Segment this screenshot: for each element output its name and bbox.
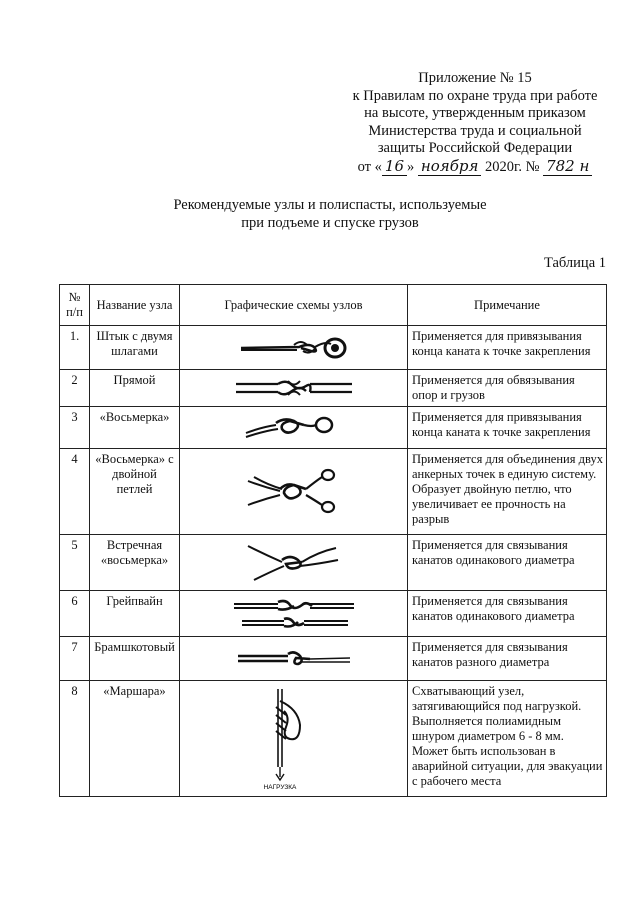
header-name: Название узла — [90, 285, 180, 326]
appendix-header — [330, 70, 620, 176]
table-row: 5 Встречная «восьмерка» Применяется для связывания канатов одинакового диаметра — [60, 535, 607, 591]
knot-diagram-flemish-bend — [244, 540, 344, 586]
order-date-line: от « 16 » ноября 2020г. № 782 н — [330, 158, 620, 177]
appendix-ref-line: к Правилам по охране труда при работе — [352, 87, 598, 104]
table-header-row — [60, 285, 607, 326]
header-num: № п/п — [60, 285, 90, 326]
knot-diagram-grapevine — [232, 597, 356, 631]
header-note: Примечание — [408, 285, 607, 326]
knots-table — [59, 284, 607, 797]
knot-diagram-sheet-bend — [236, 648, 352, 670]
load-label: НАГРУЗКА — [263, 783, 296, 791]
appendix-number: Приложение № 15 — [418, 70, 532, 86]
appendix-ref-line: Министерства труда и социальной — [368, 122, 582, 139]
knot-diagram-clove-hitch — [239, 335, 349, 361]
appendix-ref-line: на высоте, утвержденным приказом — [364, 105, 586, 121]
table-label: Таблица 1 — [543, 255, 606, 271]
table-row: 7 Брамшкотовый Применяется для связывания канатов разного диаметра — [60, 637, 607, 681]
order-month: ноября — [418, 157, 482, 176]
table-row: 4 «Восьмерка» с двойной петлей Применяется для объединения двух анкерных точек в единую систему. Образует двойную петлю, что увеличивает ее прочность на разрыв — [60, 449, 607, 535]
knot-diagram-marchard — [264, 687, 324, 791]
knot-diagram-square-knot — [234, 377, 354, 399]
table-row: 1. Штык с двумя шлагами Применяется для привязывания конца каната к точке закрепления — [60, 326, 607, 370]
table-row: 2 Прямой Применяется для обвязывания опор и грузов — [60, 370, 607, 407]
order-number: 782 н — [543, 157, 592, 176]
table-row: 8 «Маршара» НАГРУЗКА Схватывающий узел, затягивающийся под нагрузкой. Выполняется полиамидным шнуром диаметром 6 - 8 мм. Может быть использован в аварийной ситуации, для эвакуации с рабочего места — [60, 681, 607, 797]
table-row: 6 Грейпвайн Применяется для связывания канатов одинакового диаметра — [60, 591, 607, 637]
header-scheme: Графические схемы узлов — [180, 285, 408, 326]
table-row: 3 «Восьмерка» Применяется для привязывания конца каната к точке закрепления — [60, 407, 607, 449]
appendix-ref-line: защиты Российской Федерации — [377, 140, 573, 156]
order-day: 16 — [382, 157, 407, 176]
document-title: Рекомендуемые узлы и полиспасты, используемые при подъеме и спуске грузов — [173, 197, 487, 231]
knot-diagram-double-loop-eight — [244, 467, 344, 517]
knot-diagram-figure-eight — [244, 413, 344, 443]
